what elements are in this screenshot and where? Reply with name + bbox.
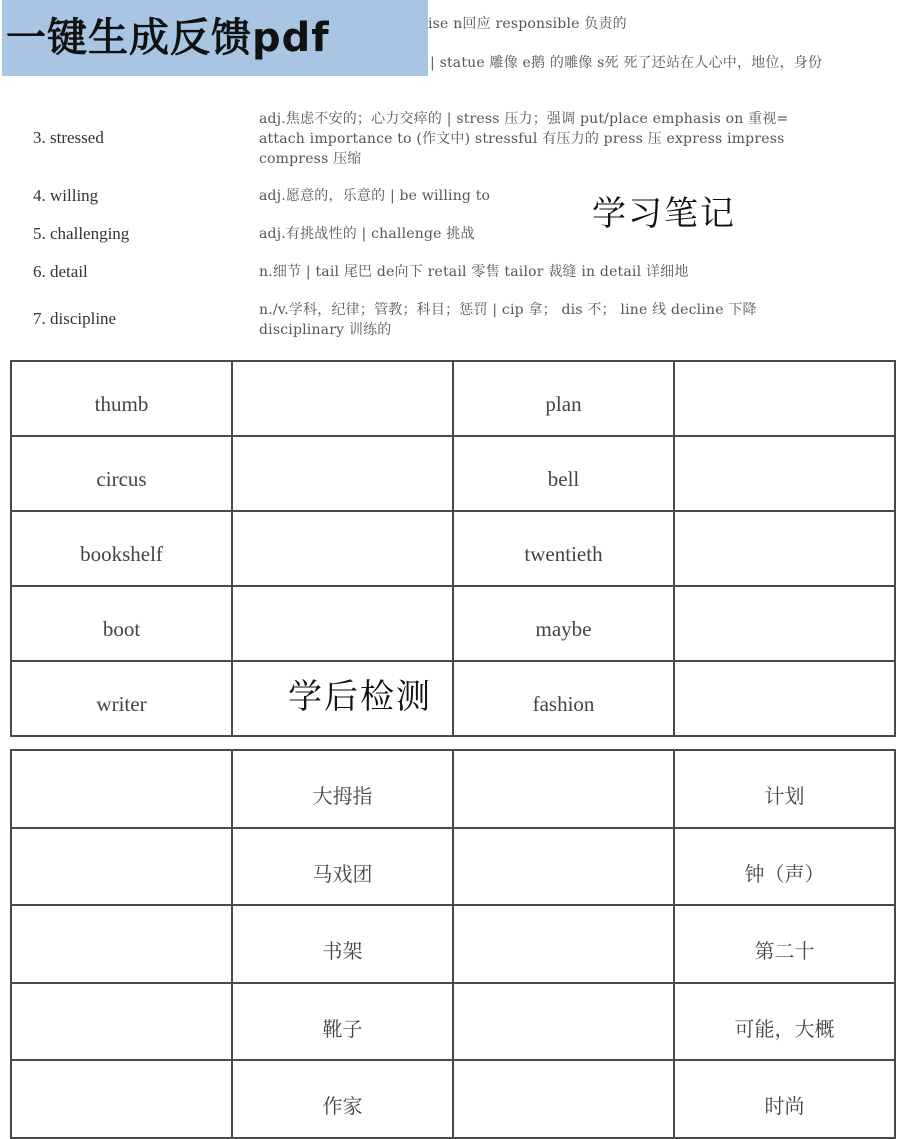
table-cell: 钟（声） — [675, 829, 896, 907]
table-cell[interactable] — [675, 437, 896, 512]
table-row — [12, 437, 896, 512]
vocab-definition: ise n回应 responsible 负责的 — [428, 16, 627, 32]
vocab-definition: | statue 雕像 e鹅 的雕像 s死 死了还站在人心中，地位，身份 — [430, 55, 823, 71]
table-cell: 时尚 — [675, 1061, 896, 1139]
table-row — [12, 362, 896, 437]
vocab-term: 7. discipline — [33, 309, 117, 328]
table-cell: boot — [12, 587, 233, 662]
table-cell: maybe — [454, 587, 675, 662]
table-cell: 第二十 — [675, 906, 896, 984]
table-cell[interactable] — [675, 662, 896, 737]
table-cell[interactable] — [454, 984, 675, 1062]
table-cell[interactable] — [454, 829, 675, 907]
table-cell: 马戏团 — [233, 829, 454, 907]
table-row — [12, 662, 896, 737]
vocab-definition: adj.愿意的，乐意的 | be willing to — [259, 188, 491, 204]
vocab-definition: n.细节 | tail 尾巴 de向下 retail 零售 tailor 裁缝 in detail 详细地 — [259, 264, 689, 280]
table-row — [12, 587, 896, 662]
table-cell[interactable] — [675, 362, 896, 437]
table-cell[interactable] — [12, 751, 233, 829]
chinese-meaning-grid — [10, 749, 896, 1139]
table-cell[interactable] — [12, 1061, 233, 1139]
table-cell[interactable] — [675, 512, 896, 587]
english-word-grid — [10, 360, 896, 737]
table-cell: fashion — [454, 662, 675, 737]
table-cell[interactable] — [454, 906, 675, 984]
table-cell: 书架 — [233, 906, 454, 984]
table-cell[interactable] — [12, 829, 233, 907]
table-cell: 计划 — [675, 751, 896, 829]
table-row — [12, 829, 896, 907]
table-cell[interactable] — [675, 587, 896, 662]
table-cell: 作家 — [233, 1061, 454, 1139]
table-row — [12, 984, 896, 1062]
table-cell[interactable] — [12, 984, 233, 1062]
vocab-term: 3. stressed — [33, 128, 104, 147]
table-row — [12, 751, 896, 829]
table-cell[interactable] — [233, 437, 454, 512]
table-cell: writer — [12, 662, 233, 737]
vocab-term: 4. willing — [33, 186, 99, 205]
table-cell: 可能，大概 — [675, 984, 896, 1062]
table-cell: 靴子 — [233, 984, 454, 1062]
post-test-label: 学后检测 — [268, 668, 452, 726]
table-cell: plan — [454, 362, 675, 437]
table-cell[interactable] — [12, 906, 233, 984]
table-cell: thumb — [12, 362, 233, 437]
banner-label[interactable]: 一键生成反馈pdf — [2, 0, 428, 76]
table-cell: bookshelf — [12, 512, 233, 587]
vocab-term: 6. detail — [33, 262, 88, 281]
notes-label: 学习笔记 — [592, 194, 736, 234]
table-cell[interactable] — [233, 587, 454, 662]
vocab-term: 5. challenging — [33, 224, 130, 243]
table-row — [12, 512, 896, 587]
vocab-definition: adj.焦虑不安的；心力交瘁的 | stress 压力；强调 put/place emphasis on 重视= attach importance to (作文中) stressful 有压力的 press 压 express impress compress 压缩 — [259, 111, 789, 167]
table-cell: bell — [454, 437, 675, 512]
table-row — [12, 1061, 896, 1139]
table-cell[interactable] — [233, 362, 454, 437]
table-cell[interactable] — [454, 1061, 675, 1139]
table-cell: 大拇指 — [233, 751, 454, 829]
table-cell: circus — [12, 437, 233, 512]
table-cell[interactable] — [233, 512, 454, 587]
vocab-definition: adj.有挑战性的 | challenge 挑战 — [259, 226, 475, 242]
table-row — [12, 906, 896, 984]
vocab-definition: n./v.学科，纪律；管教；科目；惩罚 | cip 拿； dis 不； line 线 decline 下降 disciplinary 训练的 — [259, 302, 757, 338]
table-cell: twentieth — [454, 512, 675, 587]
table-cell[interactable] — [454, 751, 675, 829]
